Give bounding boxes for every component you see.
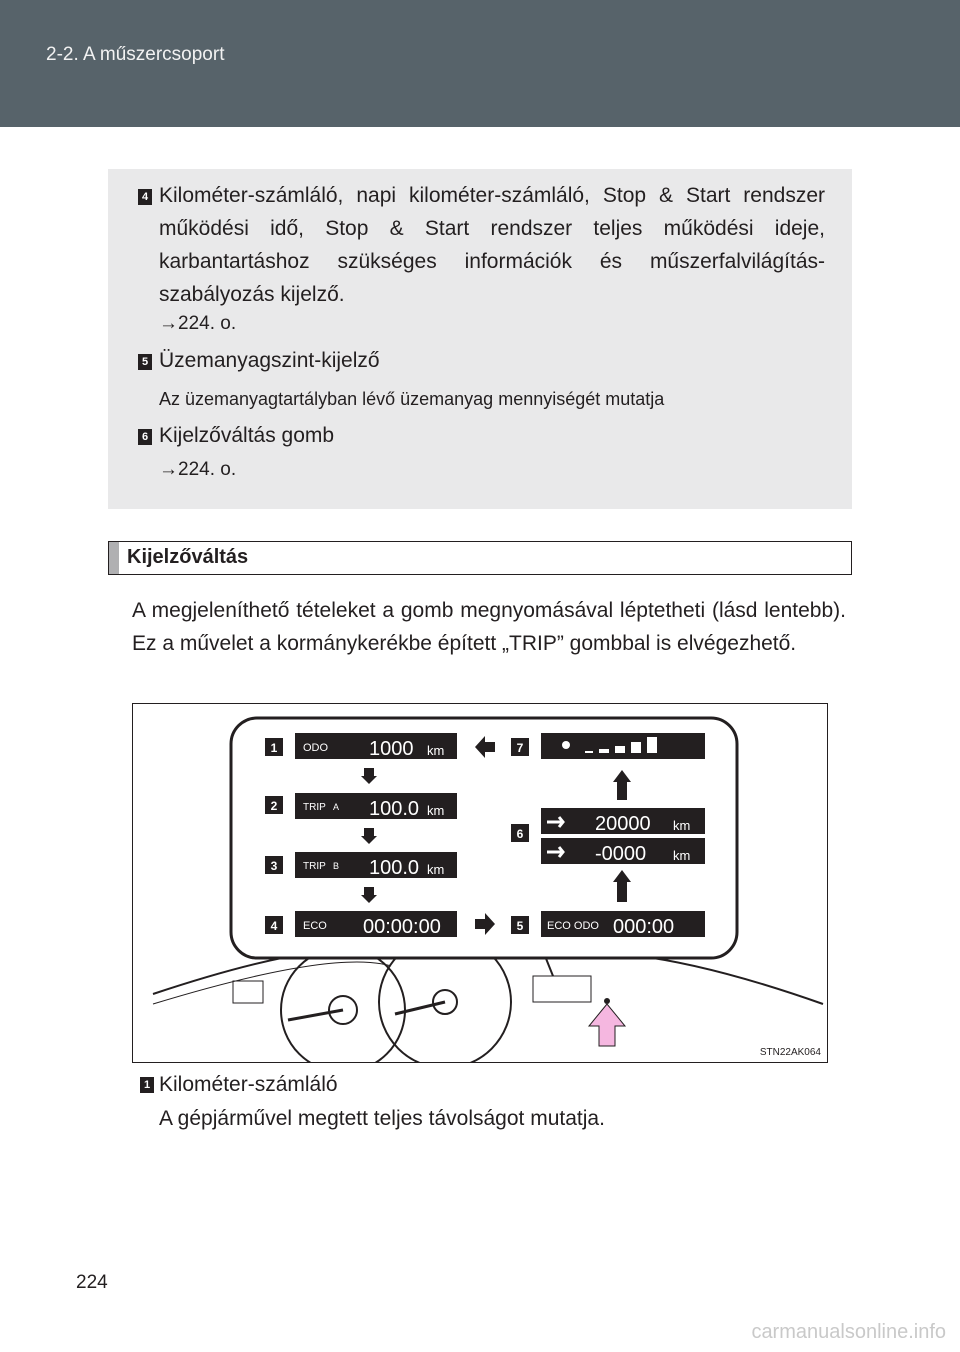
- item5-desc: Az üzemanyagtartályban lévő üzemanyag mennyiségét mutatja: [159, 389, 665, 409]
- screen-3-num: 3: [270, 859, 278, 873]
- screen-1-label: ODO: [303, 742, 329, 754]
- screen-5-label: ECO ODO: [547, 920, 599, 932]
- item5-title: Üzemanyagszint-kijelző: [159, 349, 380, 372]
- page-header: [0, 0, 960, 127]
- screen-1-num: 1: [270, 741, 278, 755]
- small-display: [533, 976, 591, 1002]
- screen-4-label: ECO: [303, 920, 327, 932]
- info-box: [108, 169, 852, 509]
- page-number: 224: [76, 1272, 108, 1293]
- screen-6-unit-b: km: [673, 848, 691, 863]
- watermark: carmanualsonline.info: [751, 1321, 946, 1343]
- badge-6: 6: [138, 429, 152, 445]
- bright-level-2: [599, 749, 609, 753]
- badge-4: 4: [138, 189, 152, 205]
- display-figure: [132, 703, 828, 1063]
- item4-ref-text: 224. o.: [178, 313, 237, 334]
- arrow-up-shaft-1: [617, 880, 627, 902]
- badge-1: 1: [140, 1077, 154, 1093]
- screen-3-sub: B: [333, 861, 340, 871]
- bright-level-5: [647, 737, 657, 753]
- screen-2-sub: A: [333, 802, 340, 812]
- screen-6-unit-a: km: [673, 818, 691, 833]
- screen-3-value: 100.0: [369, 857, 420, 879]
- item6-ref: [159, 459, 236, 481]
- figure-code: STN22AK064: [759, 1047, 821, 1058]
- arrow-up-shaft-2: [617, 780, 627, 800]
- screen-6-num: 6: [516, 827, 524, 841]
- screen-3-unit: km: [427, 862, 445, 877]
- screen-2-unit: km: [427, 803, 445, 818]
- screen-4-num: 4: [270, 919, 278, 933]
- screen-1-value: 1000: [369, 738, 414, 760]
- section-body: A megjeleníthető tételeket a gomb megnyomásával léptetheti (lásd lentebb). Ez a művelet a kormánykerékbe épített „TRIP” gombbal is elvégezhető.: [132, 599, 846, 655]
- screen-1-unit: km: [427, 743, 445, 758]
- vent: [233, 981, 263, 1003]
- section-breadcrumb: 2-2. A műszercsoport: [46, 44, 225, 65]
- screen-5-value: 000:00: [613, 916, 675, 938]
- screen-2-label: TRIP: [303, 802, 326, 813]
- item6-ref-text: 224. o.: [178, 459, 237, 480]
- arrow-down-shaft-1: [364, 768, 374, 778]
- arrow-right-icon: →: [159, 459, 178, 480]
- section-heading: [108, 541, 852, 575]
- press-arrow: [589, 1004, 625, 1046]
- badge-5: 5: [138, 354, 152, 370]
- arrow-right-icon: →: [159, 313, 178, 334]
- gauge-left: [281, 948, 405, 1062]
- section-title: Kijelzőváltás: [127, 546, 249, 568]
- sun-icon: [562, 741, 570, 749]
- bright-level-4: [631, 742, 641, 753]
- switch-button: [604, 998, 610, 1004]
- figure-svg: [133, 704, 827, 1062]
- screen-6-value-b: -0000: [595, 843, 647, 865]
- screen-4-value: 00:00:00: [363, 916, 441, 938]
- heading-bar: [109, 542, 119, 574]
- bright-level-1: [585, 751, 593, 753]
- item6-title: Kijelzőváltás gomb: [159, 424, 335, 447]
- screen-7-num: 7: [516, 741, 524, 755]
- item1-title: Kilométer-számláló: [159, 1073, 338, 1096]
- screen-3-label: TRIP: [303, 861, 326, 872]
- screen-2-value: 100.0: [369, 798, 420, 820]
- item4-ref: [159, 313, 236, 335]
- needle-left: [288, 1010, 343, 1020]
- item1-desc: A gépjárművel megtett teljes távolságot mutatja.: [159, 1107, 605, 1130]
- bright-level-3: [615, 746, 625, 753]
- screen-2-num: 2: [270, 799, 278, 813]
- screen-5-num: 5: [516, 919, 524, 933]
- screen-6-value-a: 20000: [595, 813, 651, 835]
- item4-text: Kilométer-számláló, napi kilométer-számláló, Stop & Start rendszer működési idő, Stop & Start rendszer teljes működési ideje, karbantartáshoz szükséges információk és műszerfalvilágítás-szabályozás kijelző.: [159, 184, 825, 306]
